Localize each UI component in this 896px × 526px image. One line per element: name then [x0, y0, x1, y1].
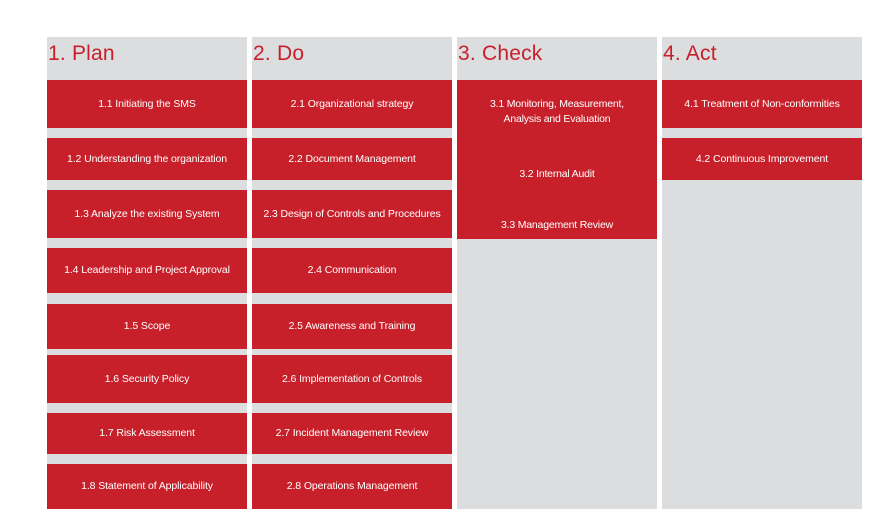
step-box: 1.7 Risk Assessment: [47, 413, 247, 454]
column-do: [252, 37, 452, 509]
step-box: 1.1 Initiating the SMS: [47, 80, 247, 128]
step-box: 2.5 Awareness and Training: [252, 304, 452, 349]
column-title: 3. Check: [458, 42, 543, 65]
step-box: 4.2 Continuous Improvement: [662, 138, 862, 180]
step-box: 2.3 Design of Controls and Procedures: [252, 190, 452, 238]
step-box: 2.1 Organizational strategy: [252, 80, 452, 128]
check-steps-box: [457, 80, 657, 239]
step-label: Analysis and Evaluation: [503, 113, 611, 125]
step-box: 1.3 Analyze the existing System: [47, 190, 247, 238]
step-box: 1.8 Statement of Applicability: [47, 464, 247, 509]
step-box: 1.5 Scope: [47, 304, 247, 349]
step-box: 2.6 Implementation of Controls: [252, 355, 452, 403]
step-box: 2.4 Communication: [252, 248, 452, 293]
column-check: [457, 37, 657, 509]
step-box: 1.6 Security Policy: [47, 355, 247, 403]
step-box: 1.4 Leadership and Project Approval: [47, 248, 247, 293]
step-label: 3.1 Monitoring, Measurement,: [490, 98, 624, 110]
step-label: 3.3 Management Review: [501, 219, 613, 231]
step-label: 3.2 Internal Audit: [519, 168, 595, 180]
step-box: 2.7 Incident Management Review: [252, 413, 452, 454]
column-title: 4. Act: [663, 42, 717, 65]
step-box: 2.2 Document Management: [252, 138, 452, 180]
step-box: 4.1 Treatment of Non-conformities: [662, 80, 862, 128]
column-plan: [47, 37, 247, 509]
step-box: 1.2 Understanding the organization: [47, 138, 247, 180]
column-title: 1. Plan: [48, 42, 115, 65]
step-box: 2.8 Operations Management: [252, 464, 452, 509]
column-title: 2. Do: [253, 42, 305, 65]
column-act: [662, 37, 862, 509]
